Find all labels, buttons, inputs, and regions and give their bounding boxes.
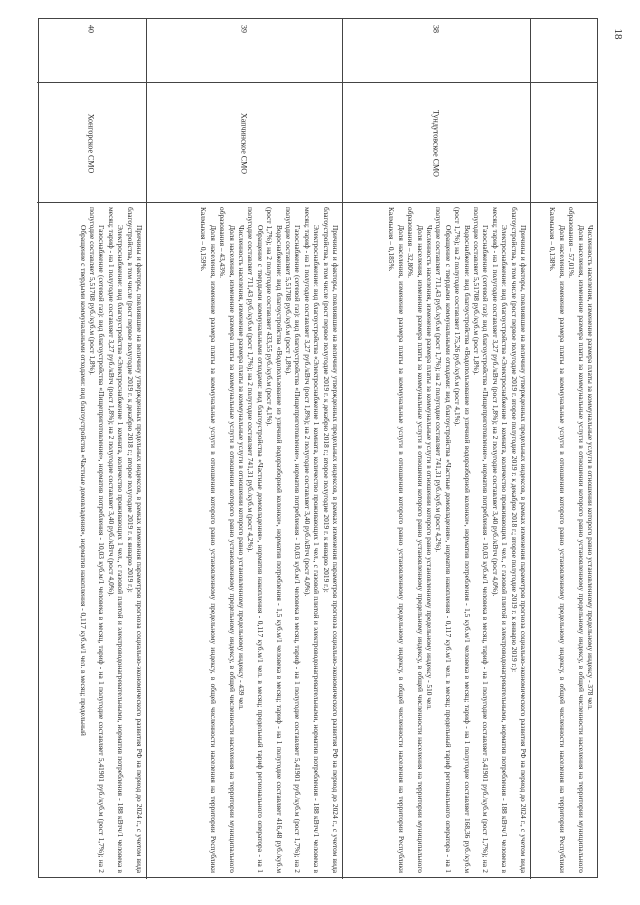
table-row — [531, 19, 597, 879]
rotated-table-wrapper — [38, 18, 598, 878]
paragraph: Численность населения, изменение размера платы за коммунальные услуги в отношении которого равно установленному предельному индексу - 439 чел. — [236, 225, 246, 710]
paragraph: Обращение с твердыми коммунальными отходами: вид благоустройства «Частные домовладения», норматив накопления - 0,117 куб.м/1 чел. в месяц; предельный — [78, 225, 88, 736]
paragraph: Доля населения, изменение размера платы за коммунальные услуги в отношении которого равно установленному предельному индексу, в общей численности населения на территории Республики Калмыкия – 0,185%. — [387, 207, 406, 873]
table-row — [343, 19, 531, 879]
row-number-cell: 39 — [147, 19, 342, 83]
row-number-cell: 38 — [343, 19, 530, 83]
paragraph: Газоснабжение (сетевой газ): вид благоустройства «Пищеприготовление», норматив потребления - 10,03 куб.м/1 человека в месяц, тариф - на 1 полугодие составляет 5,41901 руб./куб.м (рост 1,7%); на 2 полугодие составляет 5,51708 руб./куб.м (рост 1,8%). — [283, 207, 303, 873]
description-cell — [345, 207, 528, 873]
paragraph: Причины и факторы, повлиявшие на величину утвержденных предельных индексов, в рамках изменения параметров прогноза социально-экономического развития РФ на период до 2024 г., с учетом вида благоустройства, в том числе (рост первое полугодие 2019 г. к декабрю 2018 г.; второе полугодие 2019 г. к январю 2019 г.): — [125, 207, 144, 873]
paragraph: Водоснабжение: вид благоустройства «Водопользование из уличной водоразборной колонки», норматив потребления - 1,5 куб.м/1 человека в месяц; тариф - на 1 полугодие составляет 416,48 руб./куб.м (рост 1,7%); на 2 полугодие составляет 433,55 руб./куб.м (рост 4,1%). — [265, 207, 284, 873]
paragraph: Газоснабжение (сетевой газ): вид благоустройства «Пищеприготовление», норматив потребления - 10,03 куб.м/1 человека в месяц, тариф - на 1 полугодие составляет 5,41901 руб./куб.м (рост 1,7%); на 2 полугодие составляет 5,51708 руб./куб.м (рост 1,8%). — [87, 207, 107, 873]
table-row — [37, 19, 147, 879]
municipality-cell — [531, 83, 597, 203]
paragraph: Обращение с твердыми коммунальными отходами: вид благоустройства «Частные домовладения», норматив накопления - 0,117 куб.м/1 чел. в месяц; предельный тариф регионального оператора - на 1 полугодие составляет 711,43 руб./куб.м (рост 1,7%); на 2 полугодие составляет 741,31 руб./куб.м (рост 4,2%). — [434, 207, 453, 873]
paragraph: Доля населения, изменение размера платы за коммунальные услуги в отношении которого равно установленному предельному индексу, в общей численности населения на территории Республики Калмыкия – 0,159%. — [199, 207, 218, 873]
table-row — [147, 19, 343, 879]
municipality-cell: Тундутовское СМО — [343, 83, 530, 203]
tariff-table — [38, 18, 598, 878]
row-number-cell — [531, 19, 597, 83]
paragraph: Доля населения, изменение размера платы за коммунальные услуги в отношении которого равно установленному предельному индексу, в общей численности населения на территории муниципального образования – 43,43%. — [218, 207, 237, 873]
description-cell — [39, 207, 144, 873]
paragraph: Доля населения, изменение размера платы за коммунальные услуги в отношении которого равно установленному предельному индексу, в общей численности населения на территории муниципального образования – 57,01%. — [567, 207, 586, 873]
municipality-cell: Хонгорское СМО — [37, 83, 146, 203]
page-number: 18 — [612, 28, 624, 40]
paragraph: Электроснабжение: вид благоустройства «Электроснабжение 1 комната, количество проживающих 1 чел., с газовой плитой и электроводонагревательными, норматив потребления - 188 кВтч/1 человека в месяц; тариф - на 1 полугодие составляет 3,27 руб./кВтч (рост 1,8%); на 2 полугодие составляет 3,40 руб./кВтч (рост 4,0%). — [302, 207, 322, 873]
paragraph: Причины и факторы, повлиявшие на величину утвержденных предельных индексов, в рамках изменения параметров прогноза социально-экономического развития РФ на период до 2024 г., с учетом вида благоустройства, в том числе (рост первое полугодие 2019 г. второе полугодие 2019 г. к декабрю 2018 г.; второе полугодие 2019 г. к январю 2019 г.): — [509, 207, 528, 873]
description-cell — [149, 207, 340, 873]
paragraph: Водоснабжение: вид благоустройства «Водопользование из уличной водоразборной колонки», норматив потребления - 1,5 куб.м/1 человека в месяц; тариф - на 1 полугодие составляет 168,36 руб./куб.м (рост 1,7%); на 2 полугодие составляет 175,26 руб./куб.м (рост 4,1%). — [453, 207, 472, 873]
municipality-cell: Хапчинское СМО — [147, 83, 342, 203]
paragraph: Обращение с твердыми коммунальными отходами: вид благоустройства «Частные домовладения», норматив накопления - 0,117 куб.м/1 чел. в месяц; предельный тариф регионального оператора - на 1 полугодие составляет 711,43 руб./куб.м (рост 1,7%); на 2 полугодие составляет 741,31 руб./куб.м (рост 4,2%). — [246, 207, 265, 873]
paragraph: Численность населения, изменение размера платы за коммунальные услуги в отношении которого равно установленному предельному индексу - 510 чел. — [424, 225, 434, 710]
paragraph: Причины и факторы, повлиявшие на величину утвержденных предельных индексов, в рамках изменения параметров прогноза социально-экономического развития РФ на период до 2024 г., с учетом вида благоустройства, в том числе (рост первое полугодие 2019 г. к декабрю 2018 г.; второе полугодие 2019 г. к январю 2019 г.): — [321, 207, 340, 873]
paragraph: Доля населения, изменение размера платы за коммунальные услуги в отношении которого равно установленному предельному индексу, в общей численности населения на территории Республики Калмыкия – 0,138%. — [548, 207, 567, 873]
paragraph: Численность населения, изменение размера платы за коммунальные услуги в отношении которого равно установленному предельному индексу - 378 чел. — [586, 225, 595, 710]
description-cell — [533, 207, 595, 873]
paragraph: Электроснабжение: вид благоустройства «Электроснабжение 1 комната, количество проживающих 1 чел., с газовой плитой и электроводонагревательными, норматив потребления - 188 кВтч/1 человека в месяц; тариф - на 1 полугодие составляет 3,27 руб./кВтч (рост 1,8%); на 2 полугодие составляет 3,40 руб./кВтч (рост 4,0%). — [106, 207, 126, 873]
paragraph: Доля населения, изменение размера платы за коммунальные услуги в отношении которого равно установленному предельному индексу, в общей численности населения на территории муниципального образования – 32,80%. — [406, 207, 425, 873]
row-number-cell: 40 — [37, 19, 146, 83]
paragraph: Газоснабжение (сетевой газ): вид благоустройства «Пищеприготовление», норматив потребления - 10,03 куб.м/1 человека в месяц, тариф - на 1 полугодие составляет 5,41901 руб./куб.м (рост 1,7%); на 2 полугодие составляет 5,51708 руб./куб.м (рост 1,8%). — [471, 207, 491, 873]
paragraph: Электроснабжение: вид благоустройства «Электроснабжение 1 комната, количество проживающих 1 чел., с газовой плитой и электроводонагревательными, норматив потребления - 188 кВтч/1 человека в месяц; тариф - на 1 полугодие составляет 3,27 руб./кВтч (рост 1,8%); на 2 полугодие составляет 3,40 руб./кВтч (рост 4,0%). — [490, 207, 510, 873]
